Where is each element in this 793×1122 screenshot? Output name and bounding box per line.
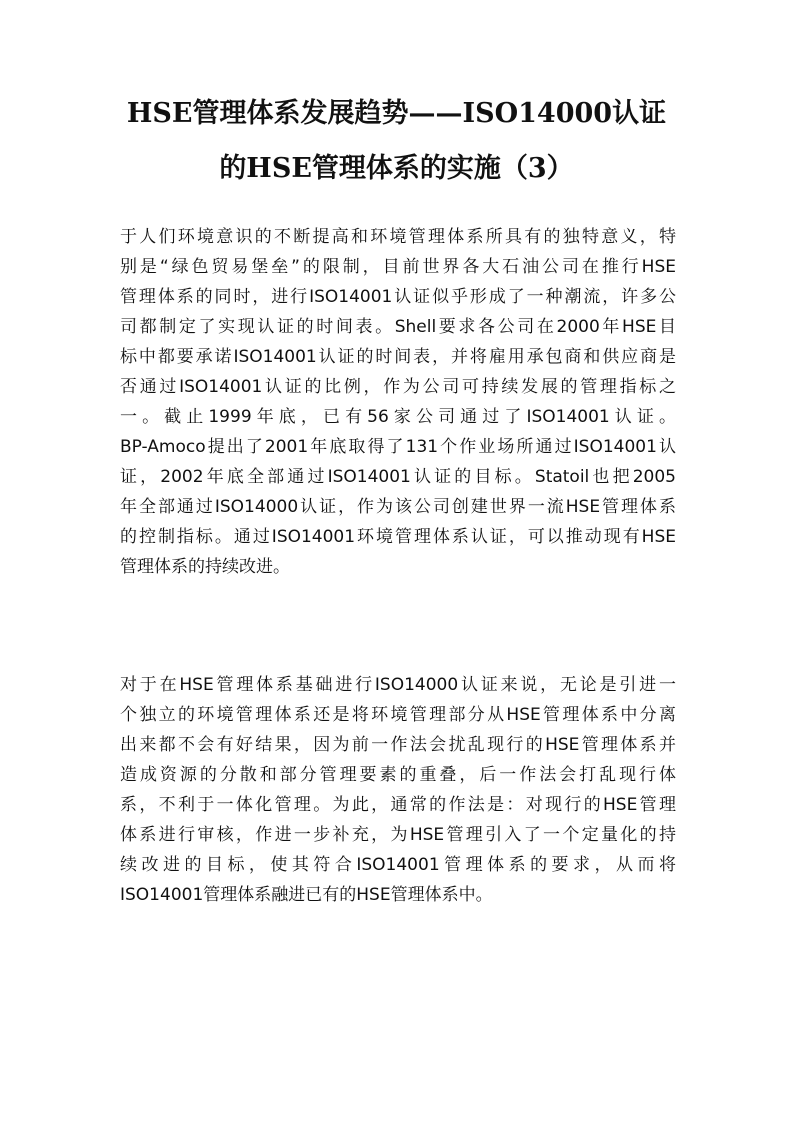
paragraph-1-line: 标中都要承诺ISO14001认证的时间表，并将雇用承包商和供应商是 [120,347,676,367]
paragraph-1-line: 管理体系的同时，进行ISO14001认证似乎形成了一种潮流，许多公 [120,287,676,307]
paragraph-1 [120,222,676,582]
paragraph-1-line: 管理体系的持续改进。 [120,557,290,577]
paragraph-2-line: 对于在HSE管理体系基础进行ISO14000认证来说，无论是引进一 [120,675,676,695]
paragraph-2-line: 个独立的环境管理体系还是将环境管理部分从HSE管理体系中分离 [120,705,676,725]
document-title-line-2: 的HSE管理体系的实施（3） [219,153,574,184]
paragraph-2-line: 续改进的目标，使其符合ISO14001管理体系的要求，从而将 [120,855,676,875]
paragraph-1-line: 别是“绿色贸易堡垒”的限制，目前世界各大石油公司在推行HSE [120,257,676,277]
paragraph-1-line: 一。截止1999年底，已有56家公司通过了ISO14001认证。 [120,407,676,427]
paragraph-1-line: 证，2002年底全部通过ISO14001认证的目标。Statoil也把2005 [120,467,676,487]
paragraph-2-line: 体系进行审核，作进一步补充，为HSE管理引入了一个定量化的持 [120,825,676,845]
paragraph-2-line: ISO14001管理体系融进已有的HSE管理体系中。 [120,885,493,905]
paragraph-1-line: 否通过ISO14001认证的比例，作为公司可持续发展的管理指标之 [120,377,676,397]
paragraph-1-line: BP-Amoco提出了2001年底取得了131个作业场所通过ISO14001认 [120,437,676,457]
paragraph-1-line: 司都制定了实现认证的时间表。Shell要求各公司在2000年HSE目 [120,317,676,337]
paragraph-2-line: 系，不利于一体化管理。为此，通常的作法是：对现行的HSE管理 [120,795,676,815]
paragraph-2 [120,670,676,910]
paragraph-1-line: 于人们环境意识的不断提高和环境管理体系所具有的独特意义，特 [120,227,676,247]
paragraph-2-line: 造成资源的分散和部分管理要素的重叠，后一作法会打乱现行体 [120,765,676,785]
paragraph-1-line: 年全部通过ISO14000认证，作为该公司创建世界一流HSE管理体系 [120,497,676,517]
paragraph-1-line: 的控制指标。通过ISO14001环境管理体系认证，可以推动现有HSE [120,527,676,547]
paragraph-2-line: 出来都不会有好结果，因为前一作法会扰乱现行的HSE管理体系并 [120,735,676,755]
document-title-line-1: HSE管理体系发展趋势——ISO14000认证 [126,98,667,129]
